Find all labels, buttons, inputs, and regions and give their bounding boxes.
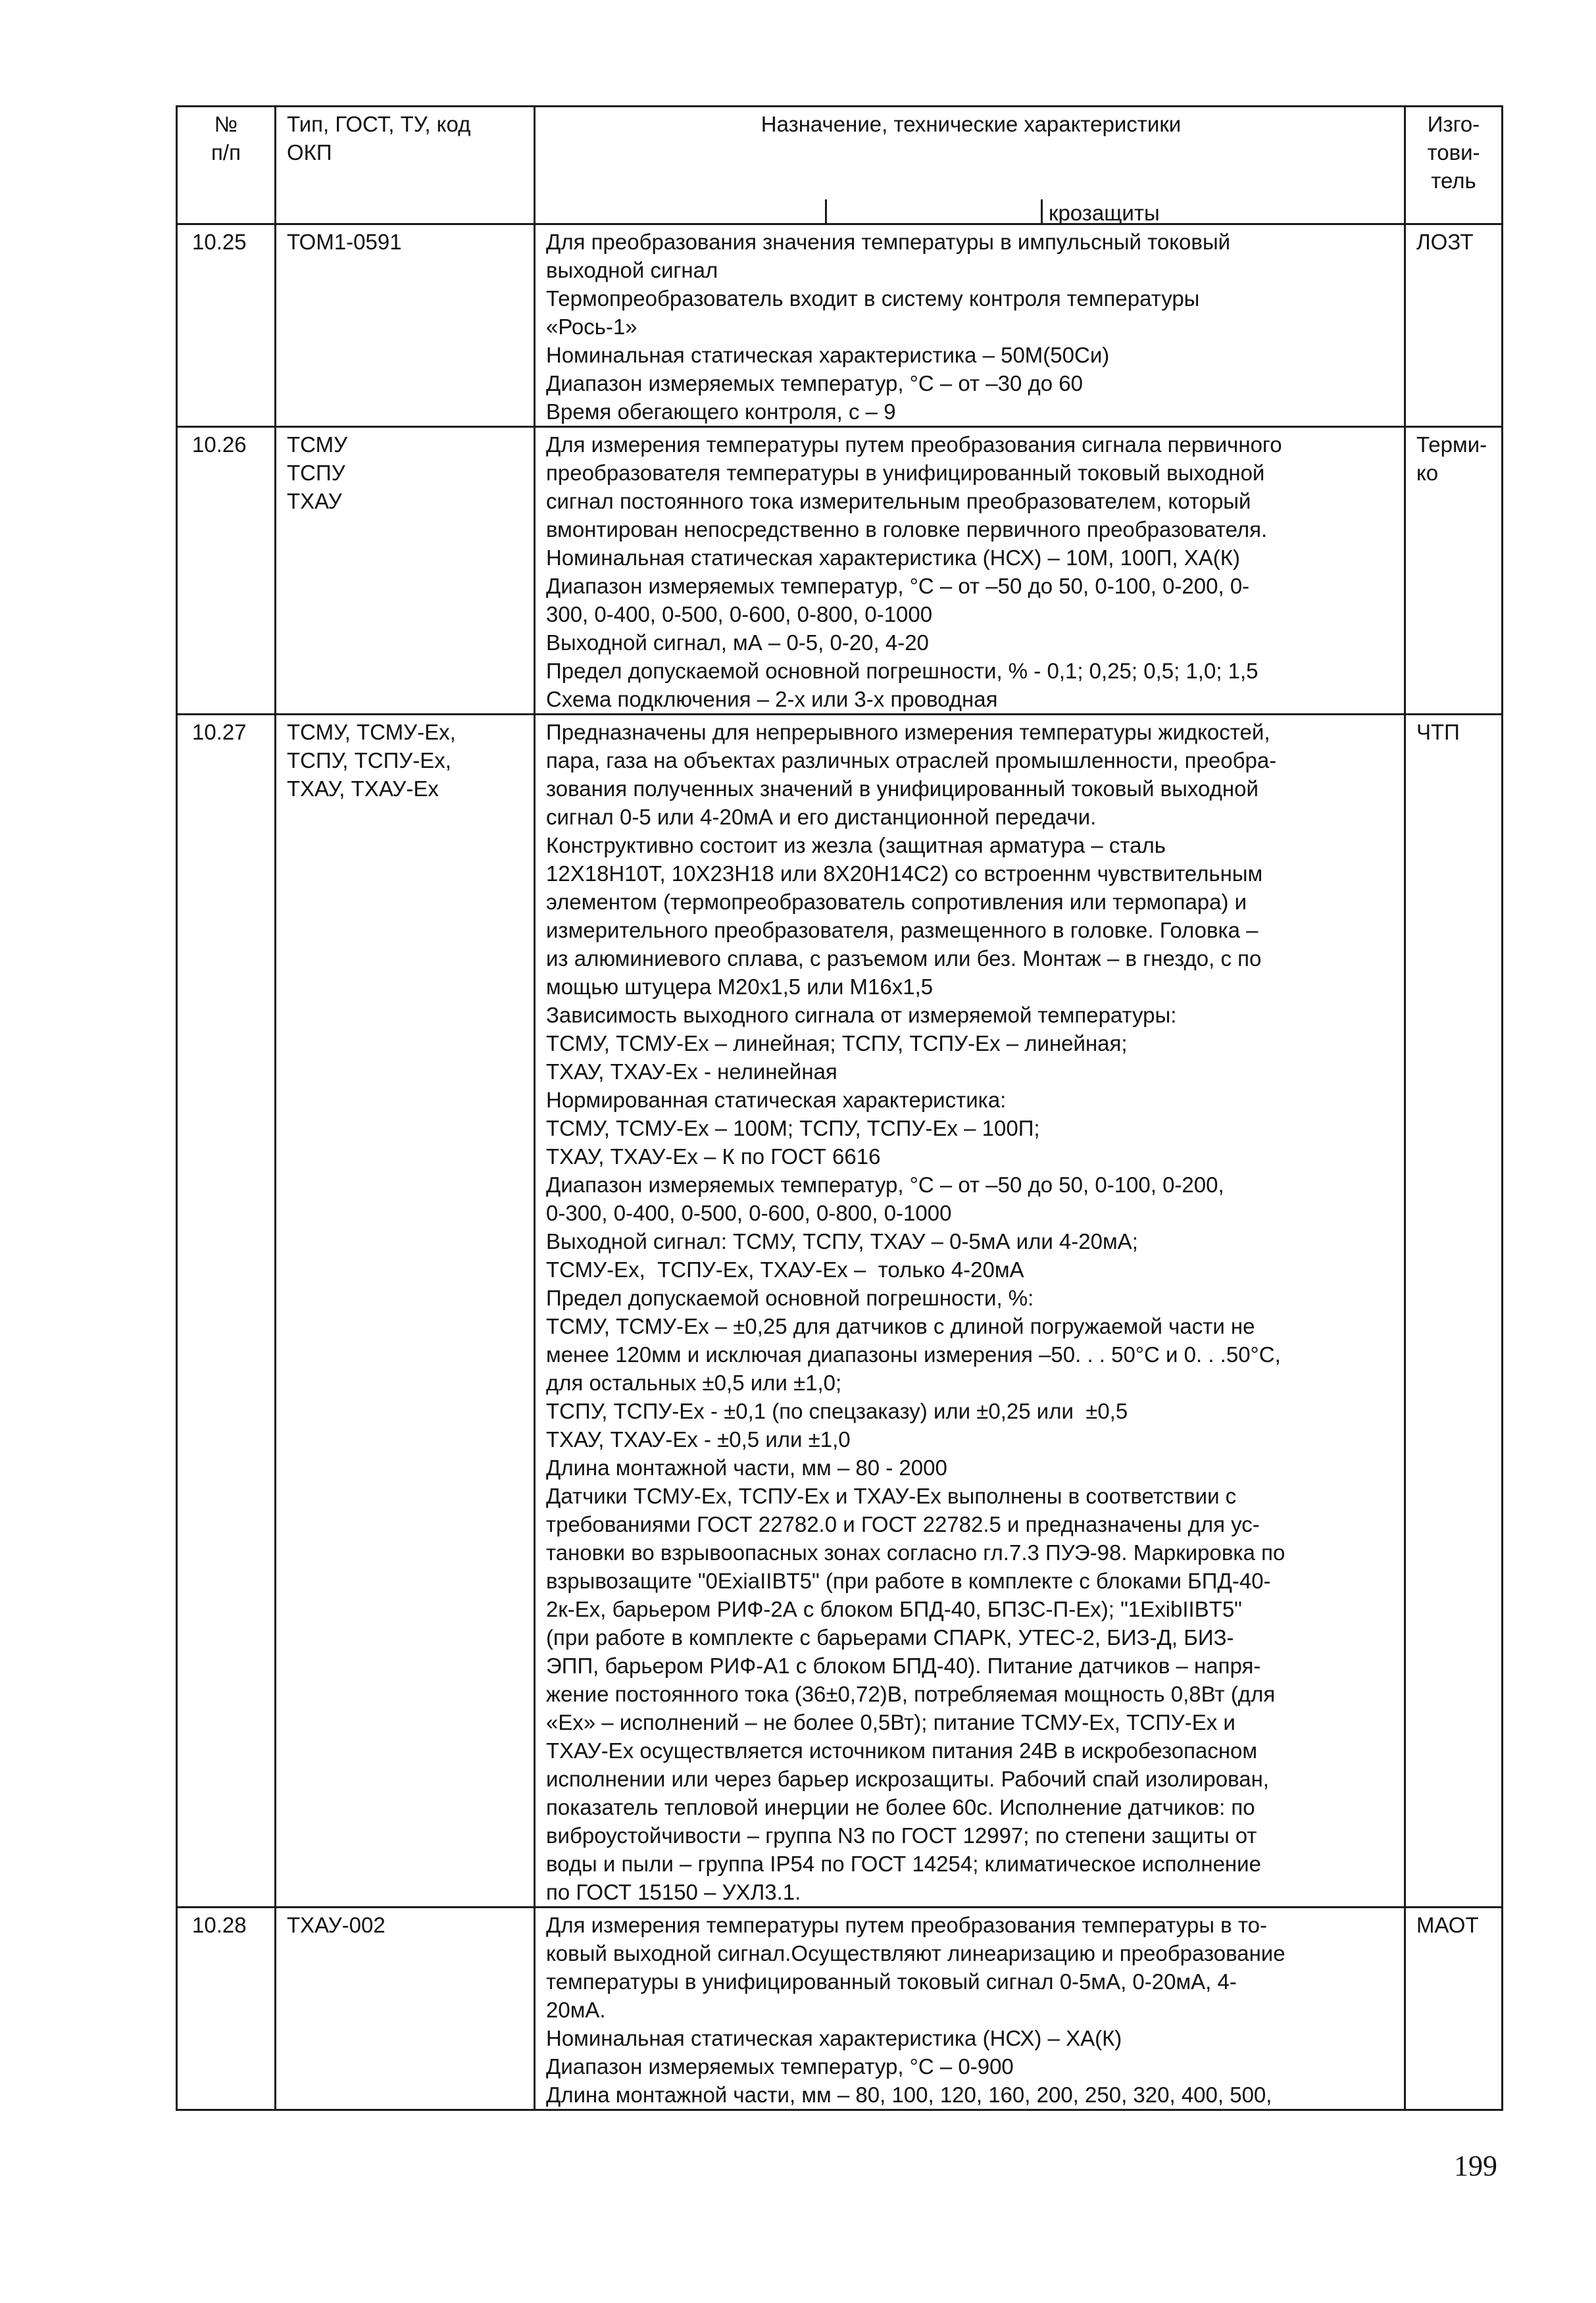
row-maker: ЛОЗТ <box>1405 224 1503 427</box>
row-maker: ЧТП <box>1405 715 1503 1908</box>
row-type: ТХАУ-002 <box>276 1908 535 2110</box>
row-number: 10.27 <box>177 715 276 1908</box>
carryover-divider <box>825 199 827 223</box>
row-type: ТОМ1-0591 <box>276 224 535 427</box>
row-description: Для измерения температуры путем преобразования температуры в то- ковый выходной сигнал.Осуществляют линеаризацию и преобразование температуры в унифицированный токовый сигнал 0-5мА, 0-20мА, 4- 20мА. Номинальная статическая характеристика (НСХ) – ХА(К) Диапазон измеряемых температур, °С – 0-900 Длина монтажной части, мм – 80, 100, 120, 160, 200, 250, 320, 400, 500, <box>535 1908 1405 2110</box>
row-maker: МАОТ <box>1405 1908 1503 2110</box>
row-type: ТСМУ, ТСМУ-Ех, ТСПУ, ТСПУ-Ех, ТХАУ, ТХАУ-Ех <box>276 715 535 1908</box>
page-number: 199 <box>1454 2150 1497 2182</box>
row-type: ТСМУ ТСПУ ТХАУ <box>276 427 535 715</box>
header-maker: Изго- тови- тель <box>1405 107 1503 224</box>
row-description: Для измерения температуры путем преобразования сигнала первичного преобразователя температуры в унифицированный токовый выходной сигнал постоянного тока измерительным преобразователем, который вмонтирован непосредственно в головке первичного преобразователя. Номинальная статическая характеристика (НСХ) – 10М, 100П, ХА(К) Диапазон измеряемых температур, °С – от –50 до 50, 0-100, 0-200, 0- 300, 0-400, 0-500, 0-600, 0-800, 0-1000 Выходной сигнал, мА – 0-5, 0-20, 4-20 Предел допускаемой основной погрешности, % - 0,1; 0,25; 0,5; 1,0; 1,5 Схема подключения – 2-х или 3-х проводная <box>535 427 1405 715</box>
row-description: Предназначены для непрерывного измерения температуры жидкостей, пара, газа на объектах различных отраслей промышленности, преобра- зования полученных значений в унифицированный токовый выходной сигнал 0-5 или 4-20мА и его дистанционной передачи. Конструктивно состоит из жезла (защитная арматура – сталь 12Х18Н10Т, 10Х23Н18 или 8Х20Н14С2) со встроеннм чувствительным элементом (термопреобразователь сопротивления или термопара) и измерительного преобразователя, размещенного в головке. Головка – из алюминиевого сплава, с разъемом или без. Монтаж – в гнездо, с по мощью штуцера М20х1,5 или М16х1,5 Зависимость выходного сигнала от измеряемой температуры: ТСМУ, ТСМУ-Ех – линейная; ТСПУ, ТСПУ-Ех – линейная; ТХАУ, ТХАУ-Ех - нелинейная Нормированная статическая характеристика: ТСМУ, ТСМУ-Ех – 100М; ТСПУ, ТСПУ-Ех – 100П; ТХАУ, ТХАУ-Ех – К по ГОСТ 6616 Диапазон измеряемых температур, °С – от –50 до 50, 0-100, 0-200, 0-300, 0-400, 0-500, 0-600, 0-800, 0-1000 Выходной сигнал: ТСМУ, ТСПУ, ТХАУ – 0-5мА или 4-20мА; ТСМУ-Ех, ТСПУ-Ех, ТХАУ-Ех – только 4-20мА Предел допускаемой основной погрешности, %: ТСМУ, ТСМУ-Ех – ±0,25 для датчиков с длиной погружаемой части не менее 120мм и исключая диапазоны измерения –50. . . 50°С и 0. . .50°С, для остальных ±0,5 или ±1,0; ТСПУ, ТСПУ-Ех - ±0,1 (по спецзаказу) или ±0,25 или ±0,5 ТХАУ, ТХАУ-Ех - ±0,5 или ±1,0 Длина монтажной части, мм – 80 - 2000 Датчики ТСМУ-Ех, ТСПУ-Ех и ТХАУ-Ех выполнены в соответствии с требованиями ГОСТ 22782.0 и ГОСТ 22782.5 и предназначены для ус- тановки во взрывоопасных зонах согласно гл.7.3 ПУЭ-98. Маркировка по взрывозащите "0ExiaIIBT5" (при работе в комплекте с блоками БПД-40- 2к-Ех, барьером РИФ-2А с блоком БПД-40, БПЗС-П-Ех); "1ExibIIBT5" (при работе в комплекте с барьерами СПАРК, УТЕС-2, БИЗ-Д, БИЗ- ЭПП, барьером РИФ-А1 с блоком БПД-40). Питание датчиков – напря- жение постоянного тока (36±0,72)В, потребляемая мощность 0,8Вт (для «Ех» – исполнений – не более 0,5Вт); питание ТСМУ-Ех, ТСПУ-Ех и ТХАУ-Ех осуществляется источником питания 24В в искробезопасном исполнении или через барьер искрозащиты. Рабочий спай изолирован, показатель тепловой инерции не более 60с. Исполнение датчиков: по виброустойчивости – группа N3 по ГОСТ 12997; по степени защиты от воды и пыли – группа IP54 по ГОСТ 14254; климатическое исполнение по ГОСТ 15150 – УХЛ3.1. <box>535 715 1405 1908</box>
table-row <box>177 715 1503 1908</box>
header-carryover-strip <box>536 197 1404 223</box>
row-number: 10.26 <box>177 427 276 715</box>
carryover-divider <box>1041 199 1043 223</box>
table-row <box>177 427 1503 715</box>
row-number: 10.25 <box>177 224 276 427</box>
row-description: Для преобразования значения температуры в импульсный токовый выходной сигнал Термопреобразователь входит в систему контроля температуры «Рось-1» Номинальная статическая характеристика – 50М(50Си) Диапазон измеряемых температур, °С – от –30 до 60 Время обегающего контроля, с – 9 <box>535 224 1405 427</box>
header-type: Тип, ГОСТ, ТУ, код ОКП <box>276 107 535 224</box>
table-header-row <box>177 107 1503 224</box>
table-row <box>177 224 1503 427</box>
row-number: 10.28 <box>177 1908 276 2110</box>
header-description-title: Назначение, технические характеристики <box>761 112 1182 136</box>
carryover-fragment: крозащиты <box>1049 201 1160 225</box>
header-description <box>535 107 1405 224</box>
row-maker: Терми- ко <box>1405 427 1503 715</box>
spec-table <box>176 105 1503 2111</box>
table-row <box>177 1908 1503 2110</box>
header-num: № п/п <box>177 107 276 224</box>
